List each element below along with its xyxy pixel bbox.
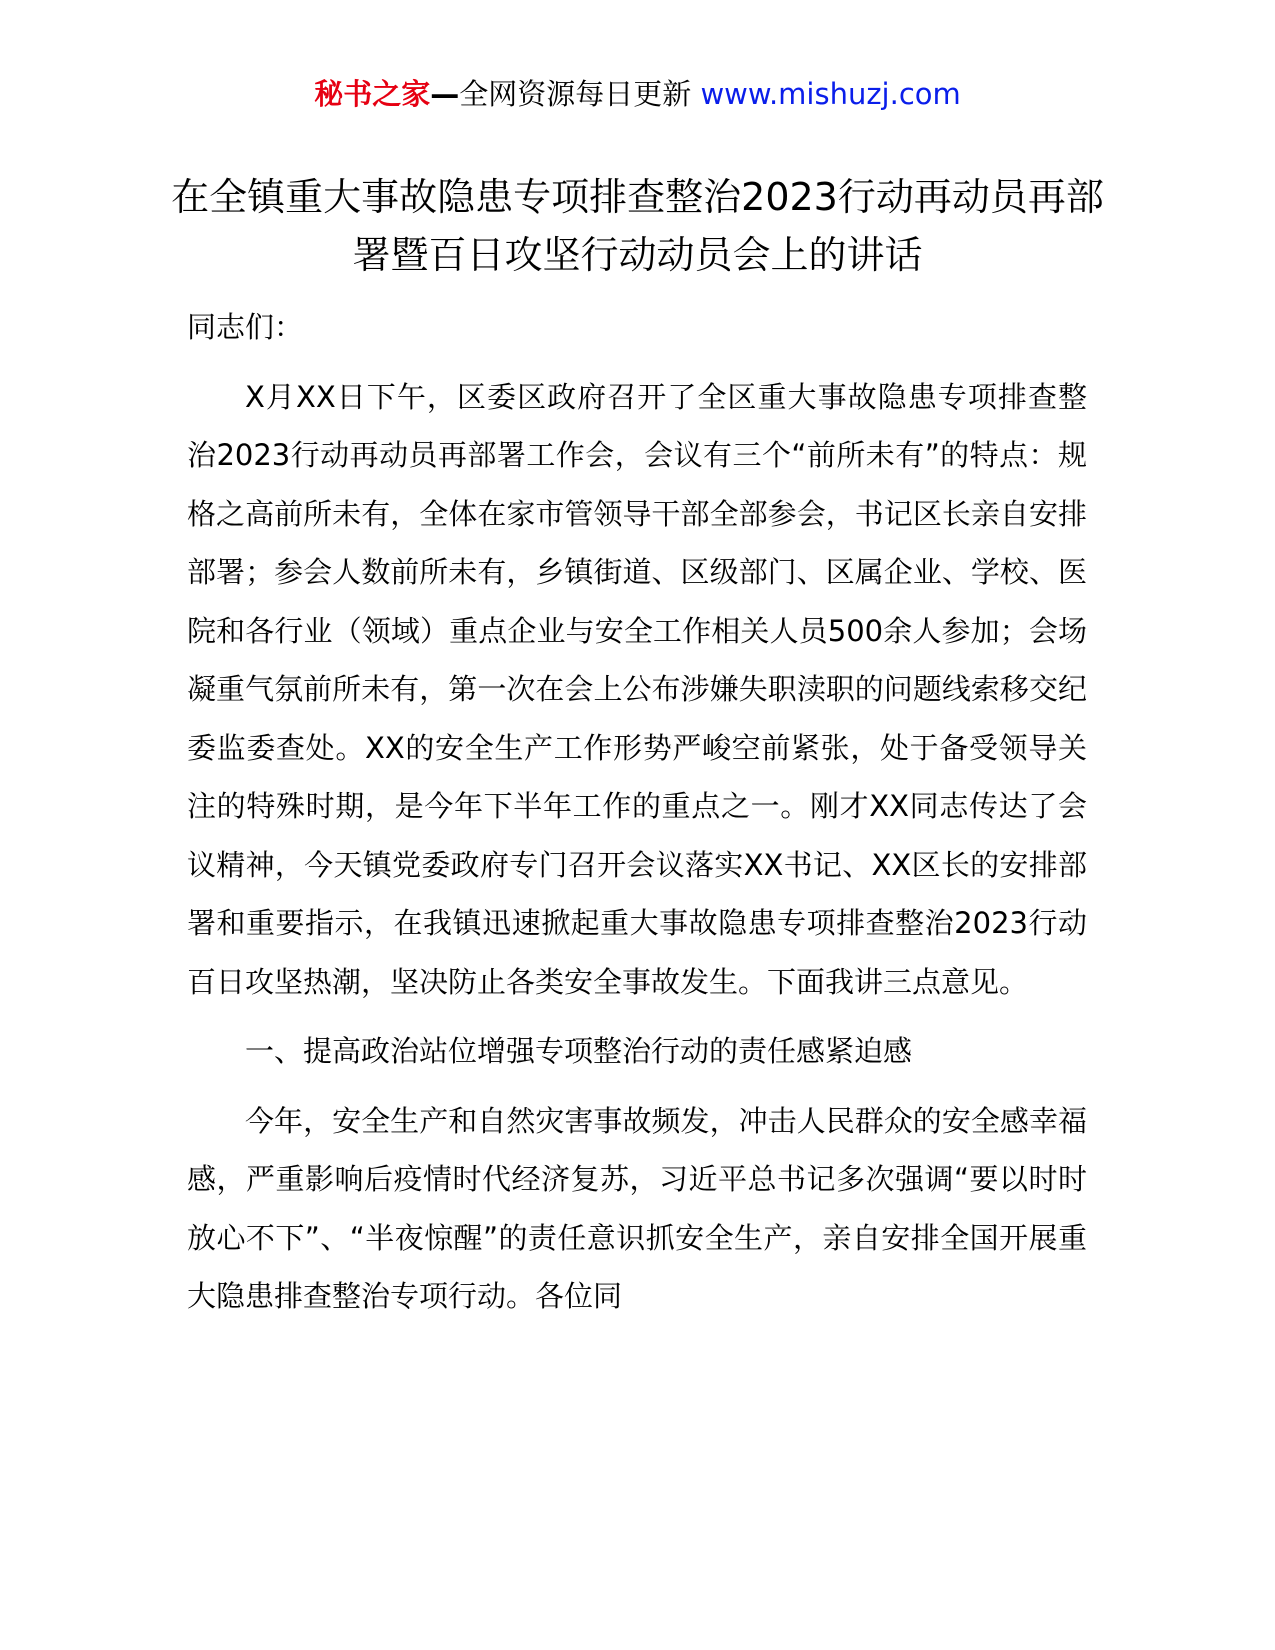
website-link[interactable]: www.mishuzj.com <box>700 77 961 111</box>
paragraph-2: 今年，安全生产和自然灾害事故频发，冲击人民群众的安全感幸福感，严重影响后疫情时代经济复苏，习近平总书记多次强调“要以时时放心不下”、“半夜惊醒”的责任意识抓安全生产，亲自安排全国开展重大隐患排查整治专项行动。各位同 <box>187 1103 1087 1313</box>
paragraph-1: X月XX日下午，区委区政府召开了全区重大事故隐患专项排查整治2023行动再动员再部署工作会，会议有三个“前所未有”的特点：规格之高前所未有，全体在家市管领导干部全部参会，书记区长亲自安排部署；参会人数前所未有，乡镇街道、区级部门、区属企业、学校、医院和各行业（领域）重点企业与安全工作相关人员500余人参加；会场凝重气氛前所未有，第一次在会上公布涉嫌失职渎职的问题线索移交纪委监委查处。XX的安全生产工作形势严峻空前紧张，处于备受领导关注的特殊时期，是今年下半年工作的重点之一。刚才XX同志传达了会议精神，今天镇党委政府专门召开会议落实XX书记、XX区长的安排部署和重要指示，在我镇迅速掀起重大事故隐患专项排查整治2023行动百日攻坚热潮，坚决防止各类安全事故发生。下面我讲三点意见。 <box>187 379 1087 999</box>
brand-name: 秘书之家 <box>314 77 431 111</box>
site-header <box>0 74 1275 114</box>
header-slogan: 全网资源每日更新 <box>459 77 692 111</box>
document-title: 在全镇重大事故隐患专项排查整治2023行动再动员再部署暨百日攻坚行动动员会上的讲话 <box>171 175 1104 277</box>
document-body <box>187 298 1087 1326</box>
header-dash: — <box>430 77 460 111</box>
greeting: 同志们： <box>187 310 304 344</box>
section-heading-1: 一、提高政治站位增强专项整治行动的责任感紧迫感 <box>245 1034 913 1068</box>
